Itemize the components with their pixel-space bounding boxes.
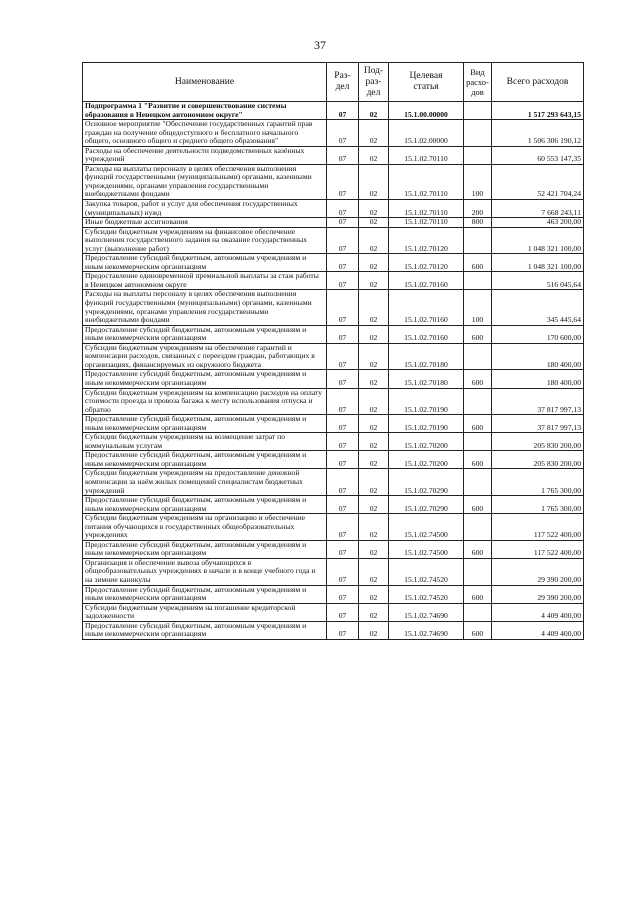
row-name: Предоставление субсидий бюджетным, автономным учреждениям и иным некоммерческим организациям [83, 540, 327, 558]
header-target: Целевая статья [389, 63, 464, 102]
row-subsection: 02 [359, 514, 389, 541]
row-section: 07 [327, 102, 359, 120]
table-row [83, 469, 584, 496]
row-total: 345 445,64 [492, 290, 584, 325]
row-name: Предоставление единовременной премиальной выплаты за стаж работы в Ненецком автономном округе [83, 272, 327, 290]
row-section: 07 [327, 254, 359, 272]
table-row [83, 325, 584, 343]
row-subsection: 02 [359, 603, 389, 621]
row-subsection: 02 [359, 290, 389, 325]
row-section: 07 [327, 290, 359, 325]
row-section: 07 [327, 388, 359, 415]
row-section: 07 [327, 496, 359, 514]
row-total: 1 048 321 100,00 [492, 254, 584, 272]
row-section: 07 [327, 227, 359, 254]
row-total: 4 409 400,00 [492, 603, 584, 621]
row-target: 15.1.02.74500 [389, 514, 464, 541]
table-header [83, 63, 584, 102]
row-name: Закупка товаров, работ и услуг для обеспечения государственных (муниципальных) нужд [83, 200, 327, 218]
row-subsection: 02 [359, 451, 389, 469]
row-target: 15.1.02.70290 [389, 496, 464, 514]
row-total: 1 765 300,00 [492, 496, 584, 514]
row-section: 07 [327, 200, 359, 218]
table-row [83, 621, 584, 639]
table-row [83, 227, 584, 254]
row-subsection: 02 [359, 325, 389, 343]
row-total: 37 817 997,13 [492, 415, 584, 433]
row-subsection: 02 [359, 469, 389, 496]
row-target: 15.1.02.70200 [389, 451, 464, 469]
row-total: 60 553 147,35 [492, 146, 584, 164]
row-name: Подпрограмма 1 "Развитие и совершенствование системы образования в Ненецком автономном округе" [83, 102, 327, 120]
row-name: Субсидии бюджетным учреждениям на организацию и обеспечение питания обучающихся в государственных общеобразовательных учреждениях [83, 514, 327, 541]
row-subsection: 02 [359, 272, 389, 290]
row-name: Расходы на выплаты персоналу в целях обеспечения выполнения функций государственными (муниципальными) органами, казенными учреждениями, органами управления государственными внебюджетными фондами [83, 290, 327, 325]
row-total: 205 830 200,00 [492, 451, 584, 469]
row-total: 29 390 200,00 [492, 585, 584, 603]
row-name: Иные бюджетные ассигнования [83, 218, 327, 228]
table-row [83, 496, 584, 514]
row-type: 600 [464, 451, 492, 469]
table-row [83, 415, 584, 433]
table-row [83, 164, 584, 199]
row-section: 07 [327, 164, 359, 199]
row-type [464, 514, 492, 541]
row-total: 1 506 306 190,12 [492, 120, 584, 147]
row-section: 07 [327, 433, 359, 451]
row-target: 15.1.02.70110 [389, 218, 464, 228]
row-total: 1 048 321 100,00 [492, 227, 584, 254]
row-section: 07 [327, 469, 359, 496]
row-target: 15.1.02.70180 [389, 343, 464, 370]
row-target: 15.1.00.00000 [389, 102, 464, 120]
row-subsection: 02 [359, 370, 389, 388]
table-row [83, 540, 584, 558]
row-type: 600 [464, 496, 492, 514]
table-row [83, 585, 584, 603]
row-type: 600 [464, 585, 492, 603]
row-name: Субсидии бюджетным учреждениям на возмещение затрат по коммунальным услугам [83, 433, 327, 451]
row-section: 07 [327, 120, 359, 147]
row-subsection: 02 [359, 218, 389, 228]
row-type [464, 433, 492, 451]
row-subsection: 02 [359, 102, 389, 120]
row-name: Предоставление субсидий бюджетным, автономным учреждениям и иным некоммерческим организациям [83, 496, 327, 514]
table-row [83, 218, 584, 228]
row-section: 07 [327, 603, 359, 621]
row-name: Субсидии бюджетным учреждениям на погашение кредиторской задолженности [83, 603, 327, 621]
row-name: Расходы на обеспечение деятельности подведомственных казённых учреждений [83, 146, 327, 164]
header-name: Наименование [83, 63, 327, 102]
row-total: 29 390 200,00 [492, 558, 584, 585]
row-total: 1 765 300,00 [492, 469, 584, 496]
row-subsection: 02 [359, 200, 389, 218]
header-section: Раз- дел [327, 63, 359, 102]
row-target: 15.1.02.70200 [389, 433, 464, 451]
row-section: 07 [327, 146, 359, 164]
row-name: Предоставление субсидий бюджетным, автономным учреждениям и иным некоммерческим организациям [83, 415, 327, 433]
row-total: 117 522 400,00 [492, 540, 584, 558]
table-row [83, 290, 584, 325]
table-row [83, 343, 584, 370]
row-section: 07 [327, 621, 359, 639]
row-name: Предоставление субсидий бюджетным, автономным учреждениям и иным некоммерческим организациям [83, 254, 327, 272]
table-row [83, 370, 584, 388]
row-total: 117 522 400,00 [492, 514, 584, 541]
row-section: 07 [327, 218, 359, 228]
row-target: 15.1.02.70110 [389, 146, 464, 164]
row-section: 07 [327, 272, 359, 290]
table-row [83, 514, 584, 541]
row-total: 516 045,64 [492, 272, 584, 290]
row-type [464, 227, 492, 254]
row-section: 07 [327, 540, 359, 558]
header-type: Вид расхо- дов [464, 63, 492, 102]
row-section: 07 [327, 415, 359, 433]
row-section: 07 [327, 370, 359, 388]
row-name: Субсидии бюджетным учреждениям на финансовое обеспечение выполнения государственного задания на оказание государственных услуг (выполнение работ) [83, 227, 327, 254]
row-target: 15.1.02.70110 [389, 200, 464, 218]
row-target: 15.1.02.74690 [389, 621, 464, 639]
table-row [83, 120, 584, 147]
row-target: 15.1.02.70190 [389, 388, 464, 415]
table-row [83, 146, 584, 164]
row-name: Предоставление субсидий бюджетным, автономным учреждениям и иным некоммерческим организациям [83, 370, 327, 388]
row-section: 07 [327, 585, 359, 603]
row-target: 15.1.02.70180 [389, 370, 464, 388]
table-row [83, 433, 584, 451]
row-name: Предоставление субсидий бюджетным, автономным учреждениям и иным некоммерческим организациям [83, 621, 327, 639]
row-type: 800 [464, 218, 492, 228]
table-row [83, 200, 584, 218]
row-total: 180 400,00 [492, 370, 584, 388]
row-target: 15.1.02.70190 [389, 415, 464, 433]
row-subsection: 02 [359, 585, 389, 603]
row-target: 15.1.02.74500 [389, 540, 464, 558]
row-type [464, 272, 492, 290]
row-type [464, 603, 492, 621]
row-type [464, 120, 492, 147]
row-type: 600 [464, 325, 492, 343]
row-total: 463 200,00 [492, 218, 584, 228]
row-type [464, 343, 492, 370]
row-name: Организация и обеспечение вывоза обучающихся в общеобразовательных учреждениях в начале и в конце учебного года и на зимние каникулы [83, 558, 327, 585]
row-type: 100 [464, 290, 492, 325]
table-row [83, 558, 584, 585]
row-subsection: 02 [359, 433, 389, 451]
row-subsection: 02 [359, 120, 389, 147]
table-row [83, 388, 584, 415]
header-subsection: Под- раз- дел [359, 63, 389, 102]
row-type [464, 388, 492, 415]
row-name: Субсидии бюджетным учреждениям на предоставление денежной компенсации за наём жилых помещений специалистам бюджетных учреждений [83, 469, 327, 496]
row-name: Субсидии бюджетным учреждениям на компенсацию расходов на оплату стоимости проезда и провоза багажа к месту использования отпуска и обратно [83, 388, 327, 415]
row-subsection: 02 [359, 164, 389, 199]
row-target: 15.1.02.74520 [389, 558, 464, 585]
row-name: Предоставление субсидий бюджетным, автономным учреждениям и иным некоммерческим организациям [83, 451, 327, 469]
row-type: 600 [464, 254, 492, 272]
row-target: 15.1.02.70290 [389, 469, 464, 496]
row-target: 15.1.02.70160 [389, 290, 464, 325]
row-section: 07 [327, 514, 359, 541]
row-type [464, 469, 492, 496]
row-subsection: 02 [359, 621, 389, 639]
page-number: 37 [314, 38, 326, 52]
row-type: 600 [464, 370, 492, 388]
row-name: Субсидии бюджетным учреждениям на обеспечение гарантий и компенсации расходов, связанных с переездом граждан, работающих в организациях, финансируемых из окружного бюджета [83, 343, 327, 370]
row-type: 600 [464, 540, 492, 558]
row-target: 15.1.02.74690 [389, 603, 464, 621]
row-total: 37 817 997,13 [492, 388, 584, 415]
row-type [464, 558, 492, 585]
row-section: 07 [327, 558, 359, 585]
row-total: 1 517 293 643,15 [492, 102, 584, 120]
row-total: 205 830 200,00 [492, 433, 584, 451]
row-target: 15.1.02.70160 [389, 272, 464, 290]
row-total: 7 668 243,11 [492, 200, 584, 218]
row-type [464, 102, 492, 120]
row-subsection: 02 [359, 388, 389, 415]
row-total: 4 409 400,00 [492, 621, 584, 639]
row-total: 52 421 704,24 [492, 164, 584, 199]
row-section: 07 [327, 343, 359, 370]
row-name: Расходы на выплаты персоналу в целях обеспечения выполнения функций государственными (муниципальными) органами, казенными учреждениями, органами управления государственными внебюджетными фондами [83, 164, 327, 199]
row-name: Основное мероприятие "Обеспечение государственных гарантий прав граждан на получение общедоступного и бесплатного начального общего, основного общего и среднего общего образования" [83, 120, 327, 147]
row-total: 170 600,00 [492, 325, 584, 343]
table-row [83, 102, 584, 120]
row-target: 15.1.02.74520 [389, 585, 464, 603]
row-subsection: 02 [359, 227, 389, 254]
row-name: Предоставление субсидий бюджетным, автономным учреждениям и иным некоммерческим организациям [83, 325, 327, 343]
row-type: 600 [464, 621, 492, 639]
row-subsection: 02 [359, 540, 389, 558]
row-target: 15.1.02.00000 [389, 120, 464, 147]
row-section: 07 [327, 325, 359, 343]
row-name: Предоставление субсидий бюджетным, автономным учреждениям и иным некоммерческим организациям [83, 585, 327, 603]
row-subsection: 02 [359, 343, 389, 370]
table-row [83, 451, 584, 469]
budget-table [82, 62, 584, 640]
row-target: 15.1.02.70120 [389, 227, 464, 254]
row-target: 15.1.02.70110 [389, 164, 464, 199]
row-subsection: 02 [359, 558, 389, 585]
row-subsection: 02 [359, 254, 389, 272]
row-section: 07 [327, 451, 359, 469]
header-total: Всего расходов [492, 63, 584, 102]
row-type: 100 [464, 164, 492, 199]
row-total: 180 400,00 [492, 343, 584, 370]
row-type: 600 [464, 415, 492, 433]
row-subsection: 02 [359, 496, 389, 514]
table-row [83, 254, 584, 272]
row-type [464, 146, 492, 164]
table-row [83, 603, 584, 621]
row-subsection: 02 [359, 415, 389, 433]
row-target: 15.1.02.70120 [389, 254, 464, 272]
table-row [83, 272, 584, 290]
row-subsection: 02 [359, 146, 389, 164]
table-body [83, 102, 584, 640]
row-target: 15.1.02.70160 [389, 325, 464, 343]
row-type: 200 [464, 200, 492, 218]
